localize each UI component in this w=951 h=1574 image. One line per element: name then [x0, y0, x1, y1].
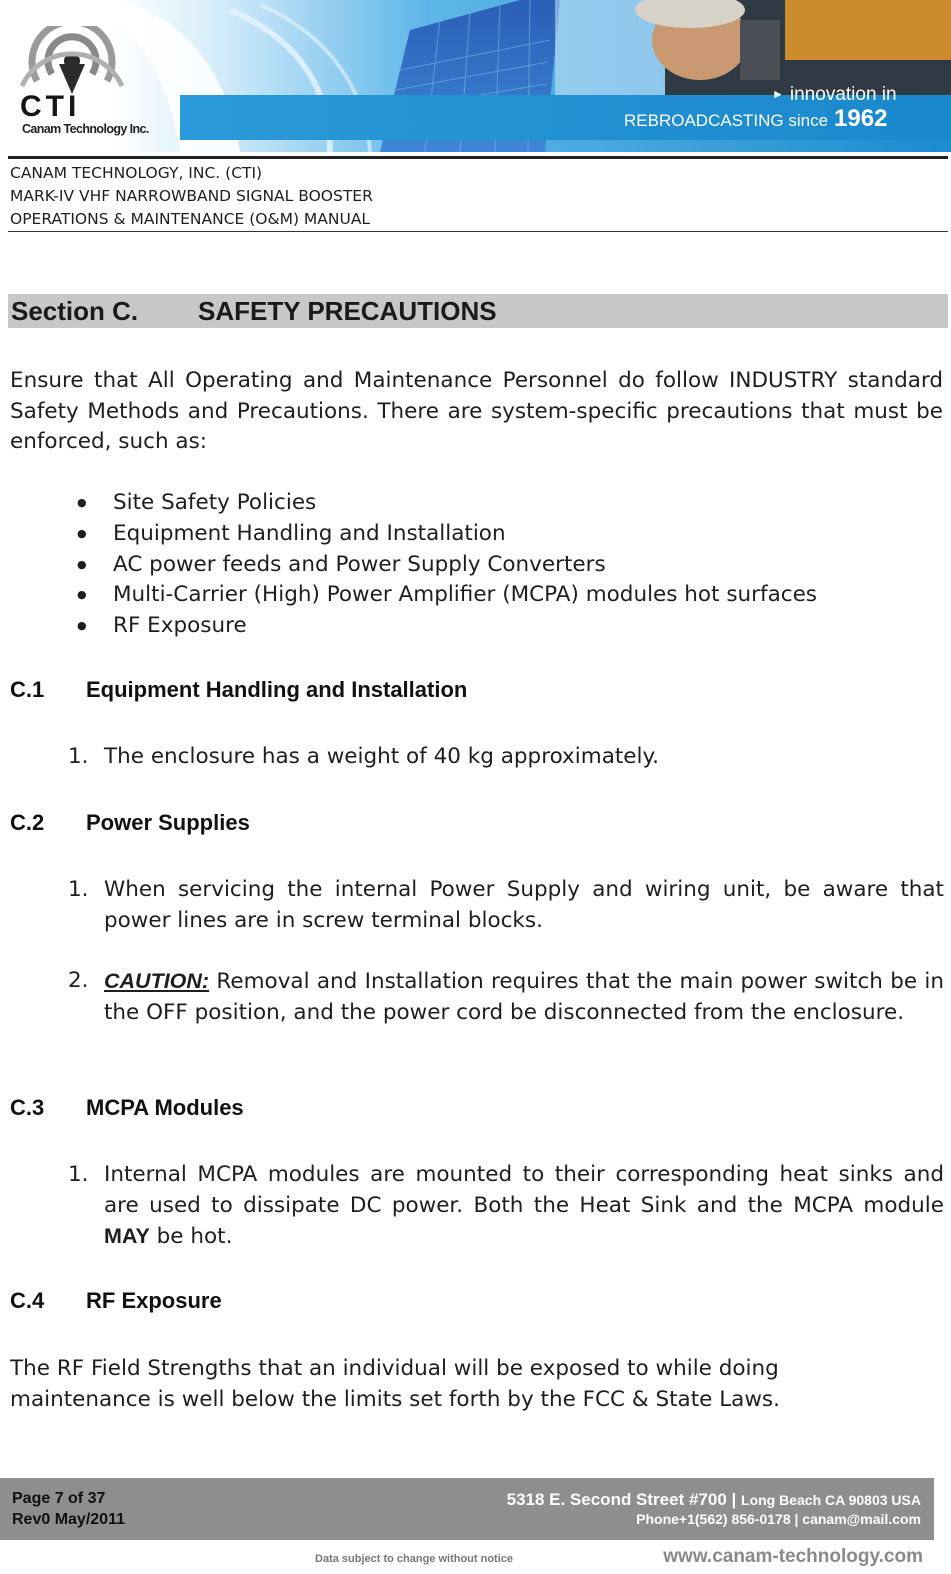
- address-city: Long Beach CA 90803 USA: [741, 1492, 921, 1508]
- document-header: [10, 162, 373, 231]
- item-text-part: Internal MCPA modules are mounted to their corresponding heat sinks and are used to dissipate DC power. Both the Heat Sink and the MCPA module: [104, 1162, 944, 1218]
- item-number: 1.: [68, 1162, 89, 1187]
- subsection-number: C.4: [10, 1288, 45, 1313]
- triangle-bullet-icon: ►: [772, 87, 784, 101]
- subsection-title: RF Exposure: [86, 1288, 222, 1313]
- footer-website: www.canam-technology.com: [663, 1546, 923, 1567]
- tagline-line-2: [624, 105, 887, 133]
- section-title-bar: [8, 294, 948, 328]
- header-product: MARK-IV VHF NARROWBAND SIGNAL BOOSTER: [10, 187, 373, 205]
- item-text: [104, 1160, 944, 1253]
- item-text: The enclosure has a weight of 40 kg approximately.: [104, 744, 660, 769]
- subsection-number: C.1: [10, 677, 45, 702]
- caution-label: CAUTION:: [104, 969, 210, 993]
- section-title: SAFETY PRECAUTIONS: [198, 296, 497, 326]
- footer-notice: Data subject to change without notice: [315, 1553, 514, 1565]
- subsection-c2-heading: [10, 809, 250, 837]
- subsection-number: C.2: [10, 810, 45, 835]
- item-number: 2.: [68, 968, 89, 993]
- subsection-title: Power Supplies: [86, 810, 250, 835]
- list-item: ● AC power feeds and Power Supply Converters: [0, 550, 817, 581]
- tagline-line-1: [772, 84, 897, 106]
- page-banner: [0, 0, 951, 152]
- subsection-c4-heading: [10, 1287, 222, 1315]
- footer-phone-email: Phone+1(562) 856-0178 | canam@mail.com: [636, 1511, 921, 1527]
- tagline-text-2: REBROADCASTING since: [624, 111, 829, 130]
- subsection-number: C.3: [10, 1095, 45, 1120]
- list-item: ● Multi-Carrier (High) Power Amplifier (MCPA) modules hot surfaces: [0, 580, 817, 611]
- subsection-title: Equipment Handling and Installation: [86, 677, 468, 702]
- footer-contact: [507, 1490, 921, 1528]
- caution-text: Removal and Installation requires that the main power switch be in the OFF position, and the power cord be disconnected from the enclosure.: [104, 969, 944, 1025]
- broadcast-logo-icon: [12, 26, 132, 96]
- revision: Rev0 May/2011: [12, 1511, 125, 1528]
- address-street: 5318 E. Second Street #700 |: [506, 1490, 737, 1509]
- subsection-c3-heading: [10, 1094, 244, 1122]
- header-company: CANAM TECHNOLOGY, INC. (CTI): [10, 164, 263, 182]
- item-text: When servicing the internal Power Supply and wiring unit, be aware that power lines are in screw terminal blocks.: [104, 877, 944, 933]
- subsection-title: MCPA Modules: [86, 1095, 244, 1120]
- footer-address: [507, 1490, 921, 1510]
- tagline-year: 1962: [834, 105, 888, 132]
- header-manual: OPERATIONS & MAINTENANCE (O&M) MANUAL: [10, 210, 371, 228]
- logo-wordmark: CTI: [20, 90, 81, 123]
- company-logo: [12, 26, 149, 142]
- footer-page-info: [12, 1488, 125, 1530]
- tagline-text-1: innovation in: [789, 84, 897, 105]
- header-divider: [8, 231, 948, 232]
- list-item: ● Site Safety Policies: [0, 488, 817, 519]
- precautions-list: [0, 488, 817, 642]
- page-number: Page 7 of 37: [12, 1490, 106, 1507]
- banner-divider: [8, 156, 948, 159]
- item-number: 1.: [68, 877, 89, 902]
- emphasis-text: MAY: [104, 1224, 150, 1248]
- item-text: [104, 966, 944, 1028]
- item-number: 1.: [68, 744, 89, 769]
- subsection-c1-heading: [10, 676, 467, 704]
- rf-exposure-paragraph: The RF Field Strengths that an individual will be exposed to while doing maintenance is well below the limits set forth by the FCC & State Laws.: [10, 1356, 780, 1412]
- logo-company-name: Canam Technology Inc.: [22, 122, 149, 136]
- intro-paragraph: Ensure that All Operating and Maintenance Personnel do follow INDUSTRY standard Safety Methods and Precautions. There are system-specific precautions that must be enforced, such as:: [10, 368, 943, 454]
- list-item: ● Equipment Handling and Installation: [0, 519, 817, 550]
- section-number: Section C.: [11, 296, 139, 326]
- item-text-part: be hot.: [149, 1224, 233, 1249]
- list-item: ● RF Exposure: [0, 611, 817, 642]
